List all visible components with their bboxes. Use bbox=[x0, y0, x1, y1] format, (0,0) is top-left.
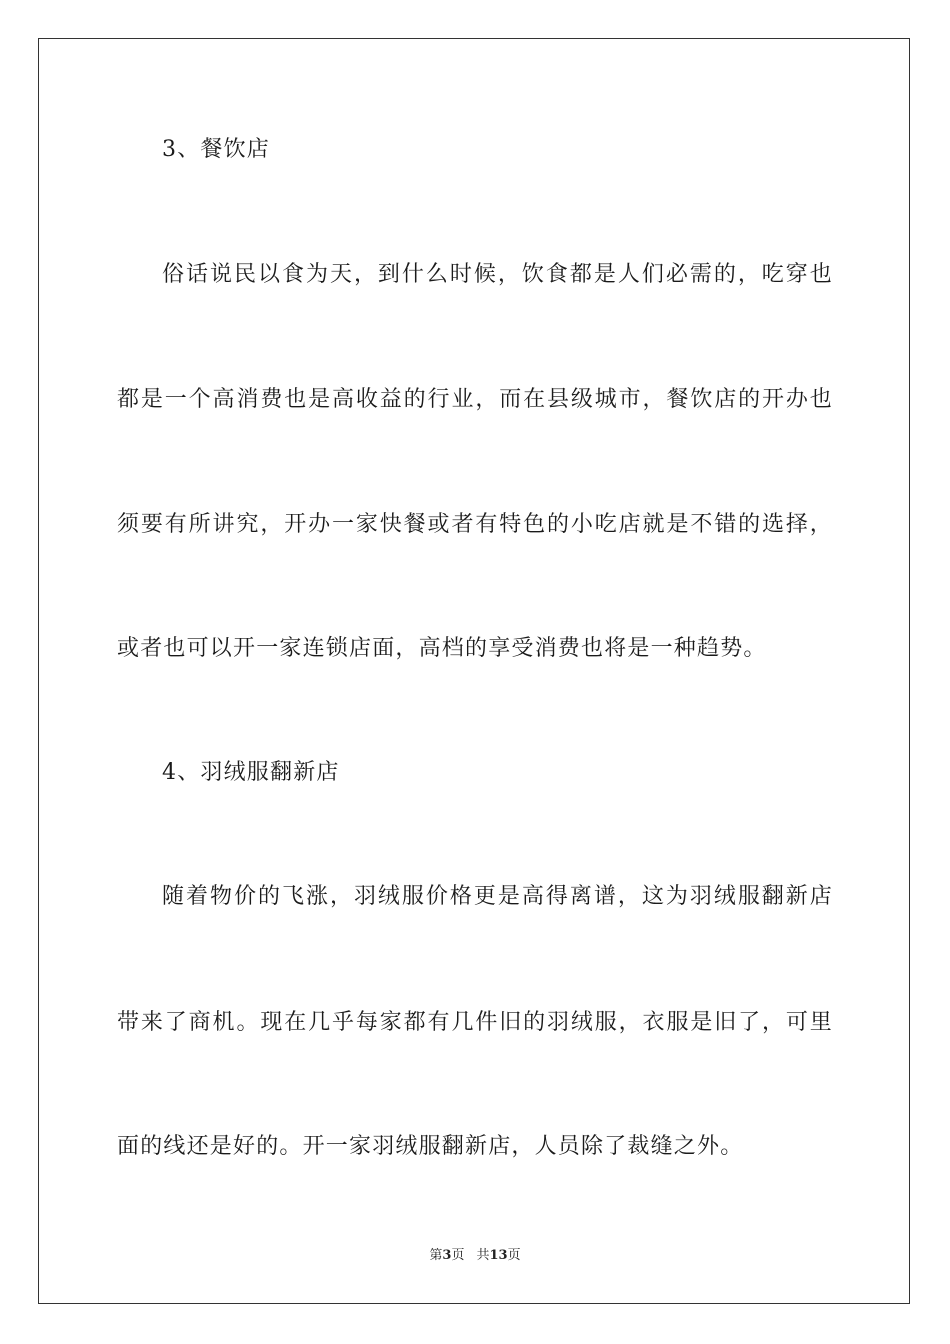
page-border bbox=[38, 38, 910, 1304]
total-page-count: 13 bbox=[489, 1248, 508, 1263]
paragraph-line: 或者也可以开一家连锁店面，高档的享受消费也将是一种趋势。 bbox=[117, 636, 767, 661]
paragraph-line: 须要有所讲究，开办一家快餐或者有特色的小吃店就是不错的选择， bbox=[117, 512, 833, 537]
current-page-number: 3 bbox=[442, 1248, 452, 1263]
paragraph-line: 随着物价的飞涨，羽绒服价格更是高得离谱，这为羽绒服翻新店 bbox=[162, 884, 833, 909]
paragraph-line: 都是一个高消费也是高收益的行业，而在县级城市，餐饮店的开办也 bbox=[117, 387, 833, 412]
section-heading-3: 3、餐饮店 bbox=[162, 137, 270, 162]
total-prefix: 共 bbox=[476, 1248, 490, 1263]
paragraph-line: 俗话说民以食为天，到什么时候，饮食都是人们必需的，吃穿也 bbox=[162, 262, 833, 287]
total-suffix: 页 bbox=[507, 1248, 521, 1263]
page-footer bbox=[0, 1247, 950, 1265]
section-heading-4: 4、羽绒服翻新店 bbox=[162, 760, 340, 785]
page-suffix: 页 bbox=[451, 1248, 465, 1263]
paragraph-line: 面的线还是好的。开一家羽绒服翻新店，人员除了裁缝之外。 bbox=[117, 1134, 744, 1159]
page-prefix: 第 bbox=[429, 1248, 443, 1263]
paragraph-line: 带来了商机。现在几乎每家都有几件旧的羽绒服，衣服是旧了，可里 bbox=[117, 1010, 833, 1035]
